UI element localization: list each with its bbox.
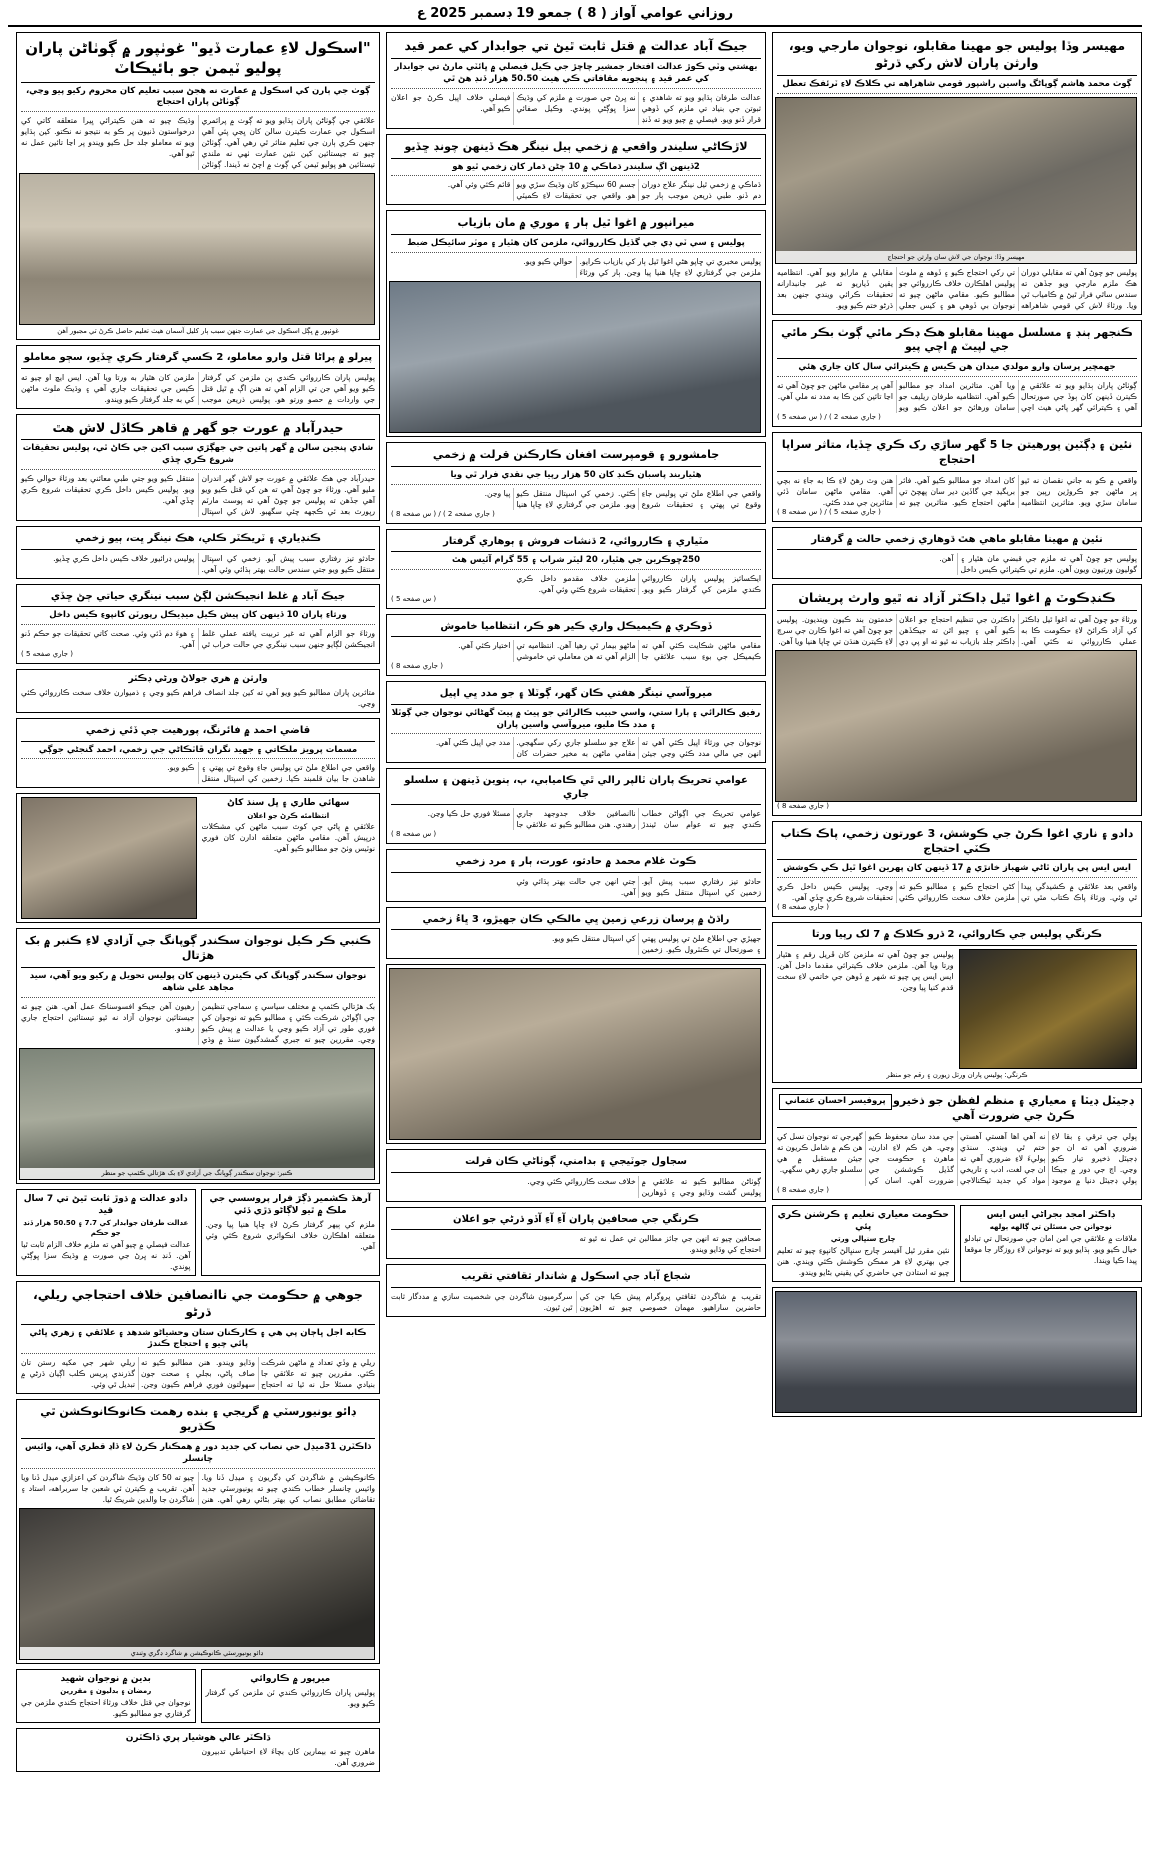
article-body: بک هڙتالي ڪئمپ ۾ مختلف سياسي ۽ سماجي تنظيمن جي اڳواڻن شرڪت ڪئي ۽ مطالبو ڪيو ته نوجوان کي فوري طور تي آزاد ڪيو وڃي يا عدالت ۾ پيش ڪيو وڃي. مقررين چيو ته جبري گمشدگيون سنڌ ۾ وڌي رهيون آهن جيڪو افسوسناڪ عمل آهي. هنن چيو ته جيستائين نوجوان آزاد نه ٿيو تيستائين احتجاج جاري رهندو. <box>21 1001 375 1044</box>
main-grid <box>8 32 1142 1772</box>
article-photo <box>389 968 761 1140</box>
headline: ڪنبي ڪر ڪيل نوجوان سڪندر ڳوپانگ جي آزادي لاءِ ڪنبر ۾ بک هڙتال <box>21 932 375 968</box>
article-body: عوامي تحريڪ جي اڳواڻن خطاب ڪندي چيو ته عوام سان ٿيندڙ ناانصافين خلاف جدوجهد جاري رهندي. هنن مطالبو ڪيو ته علائقي جا مسئلا فوري حل ڪيا وڃن. <box>427 809 761 830</box>
article-jamshoro-afghan <box>386 442 766 524</box>
headline: راڌڻ ۾ پرسان زرعي زمين ڀي مالڪي ڪان جهيڙو، 3 ڀاءُ زخمي <box>391 911 761 931</box>
article-body: نوجوان جي ورثاءَ اپيل ڪئي آهي ته انهن جي مالي مدد ڪئي وڃي جيئن علاج جو سلسلو جاري رکي سگهجي. مقامي ماڻهن به مخير حضرات کان مدد جي اپيل ڪئي آهي. <box>435 738 761 759</box>
article-body: تقريب ۾ شاگردن ثقافتي پروگرام پيش ڪيا جن کي حاضرين ساراهيو. مهمان خصوصي چيو ته اهڙيون سرگرميون شاگردن جي شخصيت سازي ۾ مددگار ثابت ٿين ٿيون. <box>391 1291 761 1312</box>
subhead: مسمات پرويز ملڪاتي ۽ جهيد نگران ڦاٽڪاڻي جي زخمي، احمد گنجڻي جوڳي <box>21 745 375 760</box>
article-jump: ( جاري صفحه 2 ) / ( س صفحه 5 ) <box>777 413 881 422</box>
subhead: ڳوٺ محمد هاشم ڳوپاڻگ واسين راشپور قومي شاهراهه تي ڪلاڪ لاءِ ٽرئفڪ تعطل <box>777 79 1137 94</box>
article-body: واقعي بعد علائقي ۾ ڪشيدگي پيدا ٿي وئي. ورثاءَ پاڪ ڪتاب مٿي تي کڻي احتجاج ڪيو ۽ مطالبو ڪيو ته ملزمن خلاف سخت ڪارروائي ڪئي وڃي. پوليس ڪيس داخل ڪري تحقيقات شروع ڪري ڇڏي آهي. <box>777 882 1137 903</box>
left-pair-dadu <box>16 1189 380 1276</box>
headline: جيڪ آباد عدالت ۾ قتل ثابت ٿيڻ تي جوابدار کي عمر قيد <box>391 36 761 59</box>
subhead: نوجوانن جي مسئلن تي ڳالهه ٻولهه <box>989 1223 1112 1231</box>
article-body: حادثو تيز رفتاري سبب پيش آيو. زخمي کي اسپتال منتقل ڪيو ويو جتي سندس حالت بهتر ٻڌائي وئي آهي. پوليس ڊرائيور خلاف ڪيس داخل ڪري ڇڏيو. <box>53 553 375 574</box>
article-kandhkot-doctor <box>772 584 1142 816</box>
article-body: ريلي ۾ وڏي تعداد ۾ ماڻهن شرڪت ڪئي. مقررين چيو ته علائقي جا بنيادي مسئلا حل نه ٿيا ته احتجاج وڌايو ويندو. هنن مطالبو ڪيو ته صاف پاڻي، بجلي ۽ صحت جون سهولتون فوري فراهم ڪيون وڃن. ريلي شهر جي مکيه رستن تان گذرندي پريس ڪلب اڳيان ڌرڻي ۾ تبديل ٿي وئي. <box>21 1358 375 1390</box>
article-body: عدالت فيصلي ۾ چيو آهي ته ملزم خلاف الزام ثابت ٿيا آهن. ڏنڊ نه ڀرڻ جي صورت ۾ وڌيڪ سزا ڀوڳڻي پوندي. <box>21 1239 191 1271</box>
subhead: 250ڇوڪرين جي هٿيار، 20 ليٽر شراب ۽ 55 گرام آئيس هٿ <box>391 555 761 570</box>
left-bottom-pair <box>16 1669 380 1723</box>
article-kunjhar <box>772 320 1142 427</box>
masthead <box>8 6 1142 27</box>
article-body: علائقي جي ڳوٺاڻن پاران ٻڌايو ويو ته ڳوٺ ۾ پرائمري اسڪول جي عمارت ڪيترن سالن کان ڀڃي پئي آهي جنهن ڪري ٻارن جي تعليم متاثر ٿي رهي آهي. ڳوٺاڻن چيو ته جيستائين کين نئين عمارت ٺهي نه ملندي تيستائين هو پوليو ٽيمن کي ڳوٺ ۾ اچڻ نه ڏيندا. ڳوٺاڻن وڌيڪ چيو ته هنن ڪيترائي ڀيرا متعلقه کاتي کي درخواستون ڏنيون پر ڪو به نتيجو نه نڪتو. کين ٻڌايو ويو ته معاملو جلد حل ڪيو ويندو پر اڃا تائين عمل نه ٿيو آهي. <box>21 116 375 170</box>
headline: ميروآسي نينگر هفتي ڪان گهر، ڳوٽلا ۽ جو مدد ڀي اپيل <box>391 685 761 705</box>
article-body: ڌماڪي ۾ زخمي ٿيل نينگر علاج دوران دم ڏنو. طبي ذريعن موجب ٻار جو جسم 60 سيڪڙو کان وڌيڪ سڙي ويو هو. واقعي جي تحقيقات لاءِ ڪميٽي قائم ڪئي وئي آهي. <box>447 180 761 201</box>
article-jump: ( جاري صفحه 8 ) <box>391 662 443 671</box>
subhead: پوليس ۽ سي ٽي ڊي جي گڏيل ڪارروائي، ملزمن کان هٿيار ۽ موٽر سائيڪل ضبط <box>391 238 761 253</box>
article-shuja-abad-school <box>386 1264 766 1317</box>
article-mirpur-action <box>201 1669 381 1723</box>
article-photo <box>21 797 197 919</box>
article-body: پوليس جو چوڻ آهي ته مقابلي دوران هڪ ملزم مارجي ويو جڏهن ته سندس ساٿي فرار ٿيڻ ۾ ڪامياب ٿي ويا. ورثاءَ لاش کي قومي شاهراهه تي رکي احتجاج ڪيو ۽ ڏوهه ۾ ملوث پوليس اهلڪارن خلاف ڪارروائي جو مطالبو ڪيو. مقامي ماڻهن چيو ته نوجوان بي ڏوهي هو ۽ کيس جعلي مقابلي ۾ مارايو ويو آهي. انتظاميه يقين ڏياريو ته غير جانبدارانه تحقيقات ڪرائي ويندي جنهن بعد ڌرڻو ختم ڪيو ويو. <box>777 267 1137 310</box>
headline: ڌاڪٽر عالي هوشيار پري ڌاڪٽرن <box>125 1732 271 1743</box>
article-lead-school-boycott <box>16 32 380 340</box>
headline: ڪنجهر ٻنڊ ۽ مسلسل مهينا مقابلو هڪ ڊڪر مائي ڳوٺ بڪر مائي جي لپيٽ ۾ اچي پيو <box>777 324 1137 360</box>
subhead: ايس ايس پي پاران ٿاڻي شهباز خانڙي ۾ 17 ڏينهن کان پهرين اغوا ٿيل ڪي ڪوشش <box>777 863 1137 878</box>
article-body: مقامي ماڻهن شڪايت ڪئي آهي ته ڪيميڪل جي بوءِ سبب علائقي جا ماڻهو بيمار ٿي رهيا آهن. انتظاميه تي الزام آهي ته هن معاملي تي خاموشي اختيار ڪئي آهي. <box>458 641 761 662</box>
article-dow-university-convocation <box>16 1399 380 1663</box>
article-matiari-drugs <box>386 529 766 609</box>
article-kambar-hunger-strike <box>16 928 380 1183</box>
article-dadu-abduction <box>772 821 1142 917</box>
photo-caption: ڪرنگي: پوليس پاران ورتل زيورن ۽ رقم جو منظر <box>886 1070 1028 1079</box>
headline: ڪرنگي جي صحافين پاران آءِ آءِ آڏو ڌرڻي جو اعلان <box>391 1211 761 1231</box>
article-jump: ( س صفحه 5 ) <box>391 595 437 604</box>
article-body: پوليس جو چوڻ آهي ته ملزمن کان ڦريل رقم ۽ هٿيار ورتا ويا آهن. ملزمن خلاف ڪيترائي مقدما داخل آهن. ايس ايس پي چيو ته شهر ۾ ڏوهن جي خاتمي لاءِ سخت قدم کنيا پيا وڃن. <box>777 949 954 992</box>
article-hall-photo <box>772 1287 1142 1417</box>
headline: مهيسر وڏا پوليس جو مهينا مقابلو، نوجوان مارجي ويو، وارثن پاران لاش رکي ڌرڻو <box>777 36 1137 76</box>
article-education-quality <box>772 1205 955 1282</box>
headline: جامشورو ۽ قومپرست افغان ڪارڪنن قرلت ۾ زخمي <box>391 446 761 467</box>
article-jacobabad-court <box>386 32 766 129</box>
headline: ميرانپور ۾ اغوا ٿيل ٻار ۽ موري ۾ مان بازياب <box>391 214 761 235</box>
headline: پيرلو ۾ پراڻا قتل وارو معاملو، 2 ڪسي گرفتار ڪري ڇڏيو، سڄو معاملو <box>21 349 375 369</box>
article-body: جهيڙي جي اطلاع ملڻ تي پوليس پهتي ۽ صورتحال تي ڪنٽرول ڪيو. زخمين کي اسپتال منتقل ڪيو ويو. <box>552 934 761 955</box>
article-body: نوجوان جي قتل خلاف ورثاءَ احتجاج ڪندي ملزمن جي گرفتاري جو مطالبو ڪيو. <box>21 1697 191 1718</box>
article-qazi-ahmed-firing <box>16 718 380 788</box>
article-photo <box>19 1508 375 1660</box>
headline: حڪومت معياري تعليم ۽ ڪرشنن ڪري پئي <box>777 1209 949 1232</box>
article-badin-youth <box>16 1669 196 1723</box>
headline: عوامي تحريڪ پاران ٽالپر رالي ٿي ڪاميابي، ٻ، ٻنوين ڏينهن ۽ سلسلو جاري <box>391 772 761 805</box>
article-mahesar <box>772 32 1142 315</box>
subhead: ورثاءِ پاران 10 ڏينهن کان پيش ڪيل ميڊيڪل رپورٽن کانپوءِ ڪيس داخل <box>21 610 375 625</box>
article-kot-ghulam-muhammad <box>386 849 766 902</box>
article-body: حيدرآباد جي هڪ علائقي ۾ عورت جو لاش گهر اندران مليو آهي. ورثاءَ جو چوڻ آهي ته هن کي قتل ڪيو ويو آهي جڏهن ته پوليس جو چوڻ آهي ته پوسٽ مارٽم رپورٽ بعد ئي ڪجهه چئي سگهبو. لاش کي اسپتال منتقل ڪيو ويو جتي طبي معائني بعد ورثاءَ حوالي ڪيو ويو. پوليس ڪيس داخل ڪري تحقيقات شروع ڪري ڇڏي آهي. <box>21 474 375 517</box>
article-houses-burnt <box>772 432 1142 521</box>
bottom-right-pair <box>772 1205 1142 1282</box>
article-body: پوليس پاران ڪارروائي ڪندي ٻن ملزمن کي گرفتار ڪيو ويو آهي جن تي الزام آهي ته هنن اڳ ۾ ٿيل قتل جي واردات ۾ حصو ورتو هو. پوليس ذريعن موجب ملزمن کان هٿيار به ورتا ويا آهن. ايس ايڇ او چيو ته ڪيس جي تحقيقات جاري آهي ۽ وڌيڪ ملوث ماڻهن کي به جلد گرفتار ڪيو ويندو. <box>21 372 375 404</box>
article-jacobabad-injection <box>16 584 380 664</box>
article-johi-protest <box>16 1281 380 1395</box>
headline: وارثن ۾ هري جولاڻ ورڻي ڊڪٽر <box>128 673 268 684</box>
subhead: عدالت طرفان جوابدار کي 7.7 ۽ 50.50 هزار ڏنڊ جو حڪم <box>23 1219 189 1238</box>
article-women-photo <box>386 964 766 1144</box>
headline: ڪنڊياري ۽ ٽريڪٽر ڪلي، هڪ نينگر ڀت، ٻيو زخمي <box>21 530 375 550</box>
article-korangi-journalists <box>386 1207 766 1260</box>
article-dadu-court-7years <box>16 1189 196 1276</box>
article-body: ورثاءَ جو چوڻ آهي ته اغوا ٿيل ڊاڪٽر کي آزاد ڪرائڻ لاءِ حڪومت ڪا به عملي ڪارروائي نه ڪئي آهي. ڊاڪٽرن جي تنظيم احتجاج جو اعلان ڪيو آهي ۽ چيو اٿن ته جيڪڏهن ڊاڪٽر جلد بازياب نه ٿيو ته او پي ڊي خدمتون بند ڪيون وينديون. پوليس جو چوڻ آهي ته اغوا ڪارن جي سرچ لاءِ ڪيترن هنڌن تي ڇاپا هنيا ويا آهن. <box>777 614 1137 646</box>
article-jump: ( جاري صفحه 8 ) <box>777 801 829 810</box>
article-body: حادثو تيز رفتاري سبب پيش آيو. زخمين کي اسپتال منتقل ڪيو ويو جتي انهن جي حالت بهتر ٻڌائي وئي آهي. <box>516 876 761 897</box>
subhead: بهشتي وٽي ڪوڙ عدالت افتخار جمشير چاچڙ جي ڪيل فيصلي ۾ ڀائٽي مارڻ تي جوابدار کي عمر قيد ۽ پنجويه مقافاتي ڪي هيٺ 50.50 هزار ڏنڊ هڻ ٿي <box>391 62 761 89</box>
article-body: علائقي ۾ پاڻي جي کوٽ سبب ماڻهن کي مشڪلات درپيش آهن. مقامي ماڻهن متعلقه ادارن کان فوري نوٽيس وٺڻ جو مطالبو ڪيو آهي. <box>201 822 375 854</box>
subhead: جهمچير پرسان وارو مولدي ميدان هن ڪيس ۾ ڪيترائي سال کان جاري هئي <box>777 362 1137 377</box>
article-mirwasi-appeal <box>386 681 766 763</box>
column-left <box>16 32 380 1772</box>
photo-caption: غوٺپور ۾ ڀڳل اسڪول جي عمارت جنهن سبب ٻار کليل آسمان هيٺ تعليم حاصل ڪرڻ تي مجبور آهن <box>57 327 339 336</box>
headline-text: ڊجيٽل ڊيٽا ۽ معياري ۽ منظم لفظن جو ذخيرو ڪرڻ جي ضرورت آهي <box>893 1094 1134 1123</box>
subhead: انتظامئه ڪرڻ جو اعلان <box>247 811 330 820</box>
article-body: پوليس مخبري تي ڇاپو هڻي اغوا ٿيل ٻار کي بازياب ڪرايو. ملزمن جي گرفتاري لاءِ ڇاپا هنيا پيا وڃن. ٻار کي ورثاءَ حوالي ڪيو ويو. <box>523 257 761 278</box>
article-photo <box>959 949 1138 1069</box>
headline: ڪوٽ غلام محمد ۾ حادثو، عورت، ٻار ۽ مرد زخمي <box>391 853 761 873</box>
article-opinion-digital-data <box>772 1088 1142 1199</box>
article-jump: ( جاري صفحه 8 ) <box>777 903 829 912</box>
article-dokri-chemical <box>386 614 766 676</box>
subhead: نوجوان سڪندر ڳوپانگ کي ڪيترن ڏينهن کان پوليس تحويل ۾ رکيو ويو آهي، سيد مجاهد علي شاهه <box>21 971 375 998</box>
article-body: ٻولي جي ترقي ۽ بقا لاءِ ضروري آهي ته ان جو ڊجيٽل ذخيرو تيار ڪيو وڃي. اڄ جي دور ۾ جيڪا ٻولي ڊجيٽل دنيا ۾ موجود نه آهي اها آهستي آهستي ختم ٿي ويندي. سنڌي ٻوليءَ لاءِ ضروري آهي ته ان جي لغت، ادب ۽ تاريخي مواد کي جديد ٽيڪنالاجي جي مدد سان محفوظ ڪيو وڃي. هن ڪم لاءِ ادارن، ماهرن ۽ حڪومت جي گڏيل ڪوششن جي ضرورت آهي. اسان کي گهرجي ته نوجوان نسل کي هن ڪم ۾ شامل ڪريون ته جيئن مستقبل ۾ هي سلسلو جاري رهي سگهي. <box>777 1132 1137 1186</box>
subhead: چارج سنڀالي ورتي <box>830 1235 896 1244</box>
headline: "اسڪول لاءِ عمارت ڏيو" غوٺپور ۾ ڳوٺاڻن پاران پوليو ٽيمن جو بائيڪاٽ <box>21 36 375 83</box>
article-body: ملزم کي ٻيهر گرفتار ڪرڻ لاءِ ڇاپا هنيا پيا وڃن. متعلقه اهلڪارن خلاف انڪوائري شروع ڪئي وئي آهي. <box>205 1220 375 1252</box>
subhead: ڌاڪٽرن 31ميڊل حي نصاب کي جديد دور ۾ همڪنار ڪرڻ لاءِ ڏاڍ قطري آهي، وائيس چانسلر <box>21 1442 375 1469</box>
article-awami-tehreek-rally <box>386 768 766 844</box>
article-photo <box>775 1291 1137 1413</box>
masthead-title: روزاني عوامي آواز ( 8 ) جمعو 19 ڊسمبر 2025 ع <box>416 6 734 21</box>
article-sahai-tari <box>16 793 380 923</box>
article-mehranpur-recovery <box>386 210 766 437</box>
article-jump: ( س صفحه 8 ) <box>391 830 437 839</box>
article-nain-encounter <box>772 527 1142 580</box>
headline: ڏوڪري ۾ ڪيميڪل واري ڪير هو ڪر، انتظاميا خاموش <box>391 618 761 638</box>
headline: شجاع آباد جي اسڪول ۾ شاندار ثقافتي تقريب <box>391 1268 761 1288</box>
article-radhan-land-dispute <box>386 907 766 960</box>
headline: ڪرنگي پوليس جي ڪاروائي، 2 ڌرو ڪلاڪ ۾ 7 لک رپيا ورتا <box>777 926 1137 946</box>
article-body: پوليس جو چوڻ آهي ته ملزم جي قبضي مان هٿيار ۽ گوليون ورتيون ويون آهن. ملزم تي ڪيترائي ڪيس داخل آهن. <box>939 554 1137 574</box>
headline: بدين ۾ نوجوان شهيد <box>60 1673 151 1684</box>
article-body: عدالت طرفان ٻڌايو ويو ته شاهدي ۽ ثبوتن جي بنياد تي ملزم کي ڏوهي قرار ڏنو ويو. فيصلي ۾ چيو ويو ته ڏنڊ نه ڀرڻ جي صورت ۾ ملزم کي وڌيڪ سزا ڀوڳڻي پوندي. وڪيل صفائي فيصلي خلاف اپيل ڪرڻ جو اعلان ڪيو آهي. <box>391 92 761 124</box>
author-name: پروفيسر احسان عثماني <box>779 1094 892 1109</box>
subhead: 2ڏينهن اڳ سليندر ڌماڪي ۾ 10 ڄڻن ڌمار کان زخمي ٿيو هو <box>391 162 761 177</box>
headline: لاڙڪاڻي سليندر واقعي ۾ زخمي ٻيل نينگر هڪ ڏينهن چونڊ ڇڏيو <box>391 138 761 159</box>
article-photo <box>19 1048 375 1180</box>
article-body: واقعي ۾ ڪو به جاني نقصان نه ٿيو پر ماڻهن جو ڪروڙين رپين جو سامان سڙي ويو. متاثرين انتظاميه کان امداد جو مطالبو ڪيو آهي. فائر بريگيڊ جي گاڏين دير سان پهچڻ تي ماڻهن احتجاج ڪيو. متاثرين چيو ته هنن وٽ رهڻ لاءِ ڪا به جاءِ نه بچي آهي. مقامي ماڻهن سامان ڏئي متاثرين جي مدد ڪئي. <box>777 475 1137 507</box>
article-photo <box>775 97 1137 264</box>
article-amjad-bajrani <box>960 1205 1143 1282</box>
headline <box>777 1092 1137 1128</box>
headline: نئين ۽ ڊڳٽين پورهيتن جا 5 گهر ساڙي رک ڪري ڇڏيا، متاثر سراپا احتجاج <box>777 436 1137 472</box>
headline: ڊاڪٽر امجد بجراڻي ايس ايس <box>986 1209 1115 1220</box>
headline: نئين ۾ مهينا مقابلو ماهي هٿ ڌوهاري زخمي حالت ۾ گرفتار <box>777 531 1137 551</box>
article-body: صحافين چيو ته انهن جي جائز مطالبن تي عمل نه ٿيو ته احتجاج کي وڌايو ويندو. <box>579 1234 761 1255</box>
article-body: پوليس پاران ڪارروائي ڪندي ٽن ملزمن کي گرفتار ڪيو ويو. <box>205 1687 375 1708</box>
article-hyderabad-woman-body <box>16 414 380 522</box>
article-body: ڳوٺاڻن مطالبو ڪيو ته علائقي ۾ پوليس گشت وڌايو وڃي ۽ ڏوهارين خلاف سخت ڪارروائي ڪئي وڃي. <box>527 1176 761 1197</box>
article-body: ايڪسائيز پوليس پاران ڪارروائي ڪندي ملزمن کي گرفتار ڪيو ويو. ملزمن خلاف مقدمو داخل ڪري تحقيقات شروع ڪئي وئي آهي. <box>516 574 761 595</box>
headline: سجاول جوٽيجي ۽ بدامني، ڳوٺاڻي ڪان قرلت <box>391 1153 761 1173</box>
headline: دادو عدالت ۾ ڌوڙ ثابت ٿيڻ تي 7 سال قيد <box>23 1193 188 1217</box>
article-body: ڳوٺاڻن پاران ٻڌايو ويو ته علائقي ۾ ڪيترن ڏينهن کان ٻوڏ جي صورتحال آهي ۽ ڪيترائي گهر پاڻي هيٺ اچي ويا آهن. متاثرين امداد جو مطالبو ڪيو آهي. انتظاميه طرفان ريليف جو سامان ورهائڻ جو اعلان ڪيو ويو آهي پر مقامي ماڻهن جو چوڻ آهي ته اڃا تائين کين ڪا به مدد نه ملي آهي. <box>777 381 1137 413</box>
subhead: رفيق ڪالرائي ۽ ٻارا ستي، واسي حبيب ڪالرائي جو پيٽ ۾ پيٽ گهڻائي نوجوان جي ڳوٽلا ۽ مدد ڪا مليو، ميروآسي واسين پاران <box>391 708 761 735</box>
article-jump: ( جاري صفحه 5 ) <box>21 650 73 659</box>
article-jump: ( جاري صفحه 5 ) / ( س صفحه 8 ) <box>777 507 881 516</box>
article-korangi-police <box>772 922 1142 1083</box>
column-middle <box>386 32 766 1317</box>
article-pirlo-murder <box>16 345 380 409</box>
column-right <box>772 32 1142 1417</box>
article-photo <box>389 281 761 433</box>
subhead: هٿياربند پاسبان ڪنڊ کان 50 هزار رپيا جي نقدي فرار ٿي ويا <box>391 470 761 485</box>
headline: دادو ۽ ناري اغوا ڪرڻ جي ڪوشش، 3 عورتون زخمي، پاڪ ڪتاب ڪٽي احتجاج <box>777 825 1137 861</box>
article-body: واقعي جي اطلاع ملڻ تي پوليس جاءِ وقوع تي پهتي ۽ شاهدن جا بيان قلمبند ڪيا. زخمين کي اسپتال منتقل ڪيو ويو. <box>167 763 375 784</box>
article-body: ڪانوڪيشن ۾ شاگردن کي ڊگريون ۽ ميڊل ڏنا ويا. وائيس چانسلر خطاب ڪندي چيو ته يونيورسٽي جديد تقاضائن مطابق نصاب کي بهتر بڻائي رهي آهي. هنن چيو ته 50 کان وڌيڪ شاگردن کي اعزازي ميڊل ڏنا ويا آهن. تقريب ۾ ڪيترن ئي شعبن جا سربراهه، استاد ۽ شاگردن جا والدين شريڪ ٿيا. <box>21 1472 375 1504</box>
article-body: ملاقات ۾ علائقي جي امن امان جي صورتحال تي تبادلو خيال ڪيو ويو. ٻڌايو ويو ته نوجوانن لاءِ روزگار جا موقعا پيدا ڪيا ويندا. <box>964 1233 1137 1265</box>
headline: مٽياري ۽ ڪارروائي، 2 ڌنشات فروش ۽ ٻوهاري گرفتار <box>391 533 761 553</box>
article-ark-prisoner-escape <box>201 1189 381 1276</box>
headline: سهائي طاري ۽ ڀل سنڌ کاڻ <box>227 798 350 809</box>
article-sujawal-lawlessness <box>386 1149 766 1202</box>
headline: ڪنڊڪوٽ ۾ اغوا ٿيل ڊاڪٽر آزاد نه ٿيو وارث پريشان <box>777 588 1137 611</box>
photo-caption: ڊائو يونيورسٽي ڪانوڪيشن ۾ شاگرد ڊگري وٺندي <box>20 1647 374 1658</box>
article-jump: ( جاري صفحه 2 ) / ( س صفحه 8 ) <box>391 509 495 518</box>
article-photo <box>775 650 1137 802</box>
subhead: شادي پنجين سالن ۾ گهر ڀاتين جي جهڳڙي سبب اکين جي ڪاڻ ٿي، پوليس تحقيقات شروع ڪري ڇڏي <box>21 443 375 470</box>
subhead: ڳوٺ جي ٻارن کي اسڪول ۾ عمارت نه هجڻ سبب تعليم کان محروم رکيو پيو وڃي، ڳوٺاڻن پاران احتجاج <box>21 86 375 113</box>
article-body: نئين مقرر ٿيل آفيسر چارج سنڀالڻ کانپوءِ چيو ته تعليم جي بهتري لاءِ هر ممڪن ڪوشش ڪئي ويندي. هنن چيو ته استادن جي حاضري کي يقيني بڻايو ويندو. <box>777 1245 950 1277</box>
headline: قاضي احمد ۾ فائرنگ، پورهيت جي ڏئي زخمي <box>21 722 375 742</box>
photo-caption: مهيسر وڏا: نوجوان جي لاش سان وارثن جو احتجاج <box>776 251 1136 262</box>
article-kandiaro-tractor <box>16 526 380 579</box>
photo-caption: ڪنبر: نوجوان سڪندر ڳوپانگ جي آزادي لاءِ بک هڙتالي ڪئمپ جو منظر <box>20 1168 374 1179</box>
headline: ڊائو يونيورسٽي ۾ گريجي ۽ بنده رهمت ڪانوڪانوڪشن ٿي ڪڌريو <box>21 1403 375 1439</box>
article-body: ماهرن چيو ته بيمارين کان بچاءَ لاءِ احتياطي تدبيرون ضروري آهن. <box>201 1746 375 1767</box>
article-body: ورثاءَ جو الزام آهي ته غير تربيت يافته عملي غلط انجيڪشن لڳايو جنهن سبب نينگري جي حالت خراب ٿي ۽ هوءَ دم ڏئي وئي. صحت کاتي تحقيقات جو حڪم ڏنو آهي. <box>21 629 375 650</box>
article-doctors-advice <box>16 1728 380 1772</box>
article-photo <box>19 173 375 325</box>
headline: جيڪ آباد ۾ غلط انجيڪشن لڳڻ سبب نينگري حياتي ڄڻ ڇڏي <box>21 588 375 608</box>
headline: آرهڏ ڪشمير ڌڳڙ فرار پروسسي جي ملڪ ۾ ٿيو لاڳاڻو ڌڙي ڏئي <box>209 1193 371 1217</box>
article-larkana-cylinder <box>386 134 766 206</box>
article-jump: ( جاري صفحه 8 ) <box>777 1186 829 1195</box>
article-warisan-protest <box>16 669 380 713</box>
headline: حيدرآباد ۾ عورت جو گهر ۾ قاهر ڪاڏل لاش هٿ <box>21 418 375 441</box>
headline: ميرپور ۾ ڪاروائي <box>250 1673 331 1684</box>
subhead: ڪابه اجل ڀاڄان پي هي ۽ ڪارڪنان ستان وحشياڻو شدهد ۽ علائقي ۽ زهري ڀاڻي پائي چيو ۽ احتجاج ڪندڙ <box>21 1328 375 1355</box>
article-body: واقعي جي اطلاع ملڻ تي پوليس جاءِ وقوع تي پهتي ۽ تحقيقات شروع ڪئي. زخمي کي اسپتال منتقل ڪيو ويو. ملزمن جي گرفتاري لاءِ ڇاپا هنيا پيا وڃن. <box>484 488 761 509</box>
headline: جوهي ۾ حڪومت جي ناانصافين خلاف احتجاجي ريلي، ڌرڻو <box>21 1285 375 1325</box>
subhead: رمضان ۽ بدليون ۽ مقررين <box>60 1686 152 1695</box>
article-body: متاثرين پاران مطالبو ڪيو ويو آهي ته کين جلد انصاف فراهم ڪيو وڃي ۽ ذميوارن خلاف سخت ڪارروائي ڪئي وڃي. <box>21 688 375 709</box>
